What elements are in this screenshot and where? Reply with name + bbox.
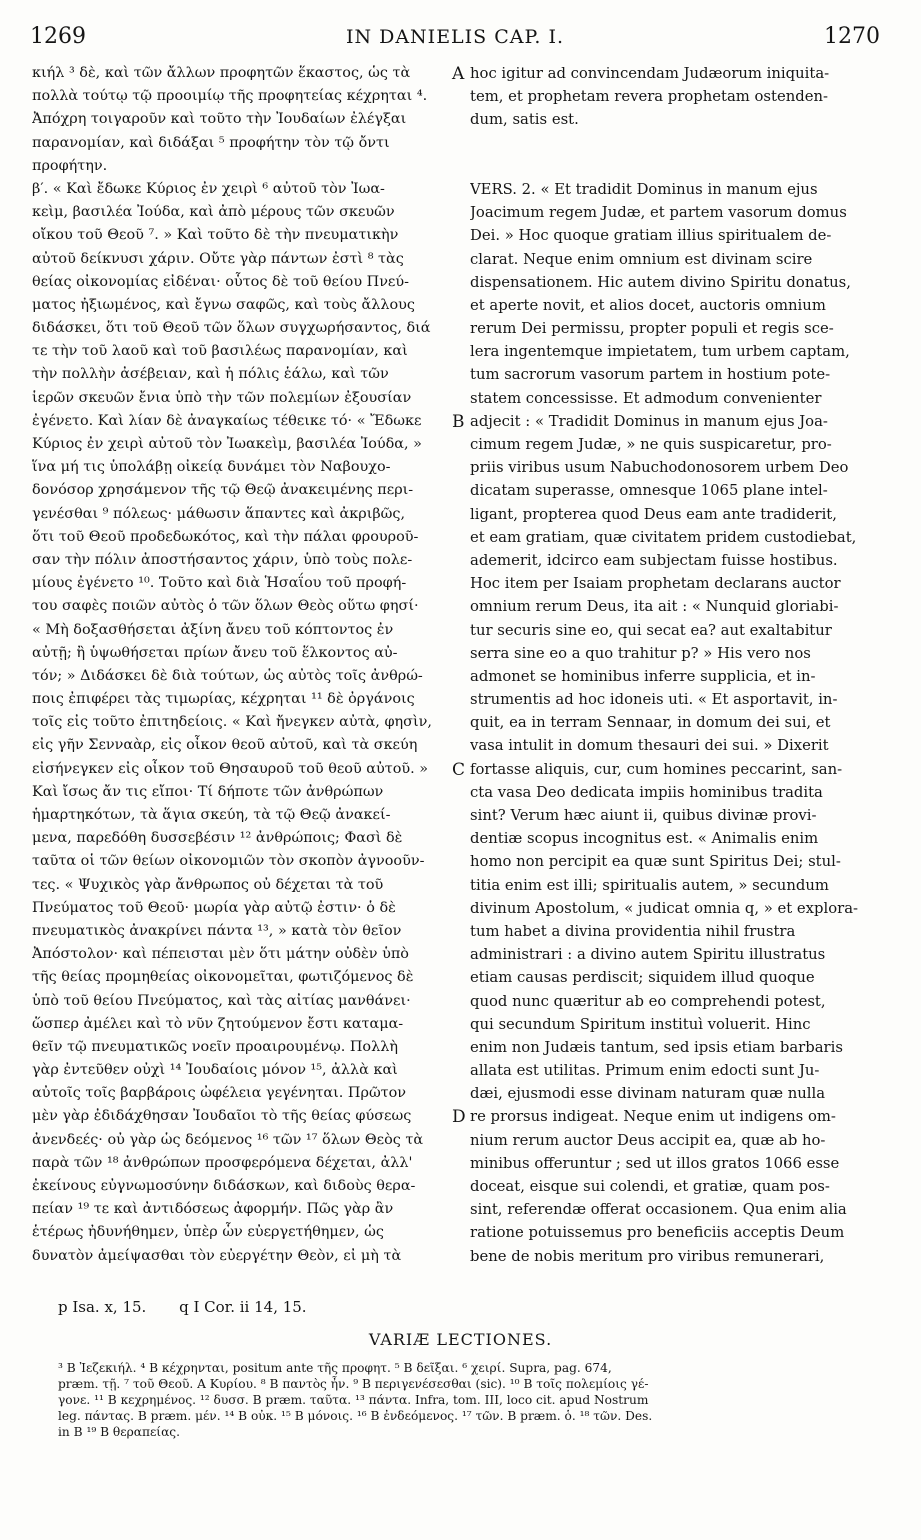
scripture-ref: q I Cor. ii 14, 15. xyxy=(179,1298,307,1316)
latin-text-line: dum, satis est. xyxy=(470,111,579,129)
running-title: IN DANIELIS CAP. I. xyxy=(345,26,565,48)
greek-text-line: πείαν ¹⁹ τε καὶ ἀντιδόσεως ἀφορμήν. Πῶς γὰρ ἂν xyxy=(32,1201,394,1218)
latin-text-line: re prorsus indigeat. Neque enim ut indigens om- xyxy=(470,1108,836,1126)
greek-text-line: τοῖς εἰς τοῦτο ἐπιτηδείοις. « Καὶ ἤνεγκεν αὐτὰ, φησὶν, xyxy=(32,714,432,731)
greek-text-line: ἑτέρως ἠδυνήθημεν, ὑπὲρ ὧν εὐεργετήθημεν, ὡς xyxy=(32,1224,384,1241)
greek-text-line: μενα, παρεδόθη δυσσεβέσιν ¹² ἀνθρώποις; Φασὶ δὲ xyxy=(32,830,403,847)
latin-text-line: ligant, propterea quod Deus eam ante tradiderit, xyxy=(470,505,837,523)
latin-text-line: dicatam superasse, omnesque 1065 plane intel- xyxy=(470,482,828,500)
greek-text-line: ἵνα μή τις ὑπολάβῃ οἰκείᾳ δυνάμει τὸν Ναβουχο- xyxy=(32,459,391,476)
variant-reading-line: leg. πάντας. B præm. μέν. ¹⁴ B οὐκ. ¹⁵ B μόνοις. ¹⁶ B ἐνδεόμενος. ¹⁷ τῶν. B præm. ὁ. ¹⁸ τῶν. Des. xyxy=(58,1409,653,1423)
latin-text-line: nium rerum auctor Deus accipit ea, quæ ab ho- xyxy=(470,1131,826,1149)
greek-text-line: εἰς γῆν Σενναὰρ, εἰς οἶκον θεοῦ αὐτοῦ, καὶ τὰ σκεύη xyxy=(32,737,418,754)
latin-text-line: divinum Apostolum, « judicat omnia q, » et explora- xyxy=(470,899,859,917)
greek-text-line: « Μὴ δοξασθήσεται ἀξίνη ἄνευ τοῦ κόπτοντος ἐν xyxy=(32,621,394,638)
greek-text-line: ταῦτα οἱ τῶν θείων οἰκονομιῶν τὸν σκοπὸν ἀγνοοῦν- xyxy=(32,853,425,870)
page-number-left: 1269 xyxy=(30,24,86,49)
latin-text-line: vasa intulit in domum thesauri dei sui. » Dixerit xyxy=(470,737,829,755)
greek-text-line: τὴν πολλὴν ἀσέβειαν, καὶ ἡ πόλις ἑάλω, καὶ τῶν xyxy=(32,366,389,383)
latin-text-line: sint, referendæ offerat occasionem. Qua enim alia xyxy=(470,1201,847,1219)
latin-text-line: homo non percipit ea quæ sunt Spiritus Dei; stul- xyxy=(470,853,841,871)
variant-reading-line: præm. τῇ. ⁷ τοῦ Θεοῦ. A Κυρίου. ⁸ B παντὸς ἦν. ⁹ B περιγενέσεσθαι (sic). ¹⁰ B τοῖς πολεμίοις γέ- xyxy=(58,1377,649,1391)
latin-text-line: statem concessisse. Et admodum convenienter xyxy=(470,389,822,407)
greek-text-line: τῆς θείας προμηθείας οἰκονομεῖται, φωτιζόμενος δὲ xyxy=(32,969,414,986)
latin-text-line: minibus offeruntur ; sed ut illos gratos 1066 esse xyxy=(470,1154,840,1172)
latin-text-line xyxy=(470,132,882,155)
latin-text-line: rerum Dei permissu, propter populi et regis sce- xyxy=(470,320,834,338)
latin-text-line: VERS. 2. « Et tradidit Dominus in manum ejus xyxy=(470,180,818,198)
greek-text-line: παρὰ τῶν ¹⁸ ἀνθρώπων προσφερόμενα δέχεται, ἀλλ' xyxy=(32,1154,413,1171)
latin-column xyxy=(470,62,882,1268)
greek-text-line: ὅτι τοῦ Θεοῦ προδεδωκότος, καὶ τὴν πάλαι φρουροῦ- xyxy=(32,528,419,545)
greek-text-line: ὥσπερ ἀμέλει καὶ τὸ νῦν ζητούμενον ἔστι καταμα- xyxy=(32,1015,404,1032)
greek-text-line: δονόσορ χρησάμενον τῆς τῷ Θεῷ ἀνακειμένης περι- xyxy=(32,482,414,499)
greek-text-line: ποις ἐπιφέρει τὰς τιμωρίας, κέχρηται ¹¹ δὲ ὀργάνοις xyxy=(32,691,415,708)
margin-marker-c: C xyxy=(452,760,466,780)
greek-text-line: κεὶμ, βασιλέα Ἰούδα, καὶ ἀπὸ μέρους τῶν σκευῶν xyxy=(32,204,395,221)
latin-text-line: titia enim est illi; spiritualis autem, » secundum xyxy=(470,876,829,894)
latin-text-line: ratione potuissemus pro beneficiis acceptis Deum xyxy=(470,1224,845,1242)
latin-text-line: admonet se hominibus inferre supplicia, et in- xyxy=(470,667,816,685)
greek-text-line: ἱερῶν σκευῶν ἔνια ὑπὸ τὴν τῶν πολεμίων ἐξουσίαν xyxy=(32,389,412,406)
greek-text-line: ὑπὸ τοῦ θείου Πνεύματος, καὶ τὰς αἰτίας μανθάνει· xyxy=(32,992,411,1009)
latin-text-line: Joacimum regem Judæ, et partem vasorum domus xyxy=(470,204,847,222)
greek-text-line: πολλὰ τούτῳ τῷ προοιμίῳ τῆς προφητείας κέχρηται ⁴. xyxy=(32,88,428,105)
greek-text-line: του σαφὲς ποιῶν αὐτὸς ὁ τῶν ὅλων Θεὸς οὕτω φησί· xyxy=(32,598,419,615)
scripture-references xyxy=(58,1298,335,1316)
greek-text-line: θείας οἰκονομίας εἰδέναι· οὗτος δὲ τοῦ θείου Πνεύ- xyxy=(32,273,410,290)
greek-text-line: μίους ἐγένετο ¹⁰. Τοῦτο καὶ διὰ Ἡσαΐου τοῦ προφή- xyxy=(32,575,407,592)
margin-marker-a: A xyxy=(452,64,465,84)
greek-text-line: πνευματικὸς ἀνακρίνει πάντα ¹³, » κατὰ τὸν θεῖον xyxy=(32,922,402,939)
latin-text-line: sint? Verum hæc aiunt ii, quibus divinæ provi- xyxy=(470,807,817,824)
latin-text-line: dæi, ejusmodi esse divinam naturam quæ nulla xyxy=(470,1085,826,1103)
greek-text-line: τόν; » Διδάσκει δὲ διὰ τούτων, ὡς αὐτὸς τοῖς ἀνθρώ- xyxy=(32,667,423,684)
greek-text-line: Καὶ ἴσως ἄν τις εἴποι· Τί δήποτε τῶν ἀνθρώπων xyxy=(32,783,384,800)
latin-text-line: dispensationem. Hic autem divino Spiritu donatus, xyxy=(470,273,851,291)
greek-text-line: Πνεύματος τοῦ Θεοῦ· μωρία γὰρ αὐτῷ ἐστιν· ὁ δὲ xyxy=(32,899,396,916)
variae-lectiones xyxy=(58,1360,888,1440)
variant-reading-line: γονε. ¹¹ B κεχρημένος. ¹² δυσσ. B præm. ταῦτα. ¹³ πάντα. Infra, tom. III, loco cit. apud Nostrum xyxy=(58,1393,649,1407)
greek-text-line: παρανομίαν, καὶ διδάξαι ⁵ προφήτην τὸν τῷ ὄντι xyxy=(32,134,390,151)
margin-marker-d: D xyxy=(452,1107,466,1127)
latin-text-line: tem, et prophetam revera prophetam ostenden- xyxy=(470,88,829,106)
latin-text-line: serra sine eo a quo trahitur p? » His vero nos xyxy=(470,644,811,662)
latin-text-line: enim non Judæis tantum, sed ipsis etiam barbaris xyxy=(470,1038,843,1056)
latin-text-line: clarat. Neque enim omnium est divinam scire xyxy=(470,250,813,268)
latin-text-line: bene de nobis meritum pro viribus remunerari, xyxy=(470,1247,825,1265)
latin-text-line: priis viribus usum Nabuchodonosorem urbem Deo xyxy=(470,459,849,477)
latin-text-line: lera ingentemque impietatem, tum urbem captam, xyxy=(470,343,850,361)
latin-text-line: quod nunc quæritur ab eo comprehendi potest, xyxy=(470,992,826,1010)
latin-text-line: hoc igitur ad convincendam Judæorum iniquita- xyxy=(470,65,830,82)
greek-text-line: τες. « Ψυχικὸς γὰρ ἄνθρωπος οὐ δέχεται τὰ τοῦ xyxy=(32,876,384,893)
margin-marker-b: B xyxy=(452,412,465,432)
greek-text-line: Ἀπόστολον· καὶ πέπεισται μὲν ὅτι μάτην οὐδὲν ὑπὸ xyxy=(32,946,409,963)
latin-text-line: allata est utilitas. Primum enim edocti sunt Ju- xyxy=(470,1062,820,1080)
greek-text-line: αὐτῇ; ἢ ὑψωθήσεται πρίων ἄνευ τοῦ ἕλκοντος αὐ- xyxy=(32,644,398,661)
latin-text-line: doceat, eisque sui colendi, et gratiæ, quam pos- xyxy=(470,1178,830,1195)
latin-text-line: tur securis sine eo, qui secat ea? aut exaltabitur xyxy=(470,621,832,639)
greek-text-line: κιήλ ³ δὲ, καὶ τῶν ἄλλων προφητῶν ἕκαστος, ὡς τὰ xyxy=(32,65,411,81)
greek-column xyxy=(32,62,454,1268)
greek-text-line: αὐτοῦ δείκνυσι χάριν. Οὔτε γὰρ πάντων ἐστὶ ⁸ τὰς xyxy=(32,250,404,267)
variae-lectiones-title: VARIÆ LECTIONES. xyxy=(368,1330,553,1349)
scripture-ref: p Isa. x, 15. xyxy=(58,1298,147,1316)
greek-text-line: γὰρ ἐντεῦθεν οὐχὶ ¹⁴ Ἰουδαίοις μόνον ¹⁵, ἀλλὰ καὶ xyxy=(32,1062,398,1079)
latin-text-line: adjecit : « Tradidit Dominus in manum ejus Joa- xyxy=(470,412,828,430)
greek-text-line: δυνατὸν ἀμείψασθαι τὸν εὐεργέτην Θεὸν, εἰ μὴ τὰ xyxy=(32,1247,402,1264)
greek-text-line: διδάσκει, ὅτι τοῦ Θεοῦ τῶν ὅλων συγχωρήσαντος, διά xyxy=(32,320,431,337)
variant-reading-line: in B ¹⁹ B θεραπείας. xyxy=(58,1425,181,1439)
latin-text-line: tum sacrorum vasorum partem in hostium pote- xyxy=(470,366,831,384)
greek-text-line: ματος ἠξιωμένος, καὶ ἔγνω σαφῶς, καὶ τοὺς ἄλλους xyxy=(32,296,415,313)
latin-text-line: administrari : a divino autem Spiritu illustratus xyxy=(470,946,826,964)
latin-text-line: tum habet a divina providentia nihil frustra xyxy=(470,922,796,940)
latin-text-line: qui secundum Spiritum instituì voluerit. Hinc xyxy=(470,1015,811,1033)
greek-text-line: αὐτοῖς τοῖς βαρβάροις ὠφέλεια γεγένηται. Πρῶτον xyxy=(32,1085,407,1102)
greek-text-line: ἐκείνους εὐγνωμοσύνην διδάσκων, καὶ διδοὺς θερα- xyxy=(32,1178,416,1194)
latin-text-line: et aperte novit, et alios docet, auctoris omnium xyxy=(470,296,826,314)
greek-text-line: εἰσήνεγκεν εἰς οἶκον τοῦ Θησαυροῦ τοῦ θεοῦ αὐτοῦ. » xyxy=(32,760,429,777)
greek-text-line: Κύριος ἐν χειρὶ αὐτοῦ τὸν Ἰωακεὶμ, βασιλέα Ἰούδα, » xyxy=(32,436,422,452)
greek-text-line: ἡμαρτηκότων, τὰ ἅγια σκεύη, τὰ τῷ Θεῷ ἀνακεί- xyxy=(32,807,391,823)
latin-text-line: dentiæ scopus incognitus est. « Animalis enim xyxy=(470,830,819,848)
greek-text-line: τε τὴν τοῦ λαοῦ καὶ τοῦ βασιλέως παρανομίαν, καὶ xyxy=(32,343,408,360)
latin-text-line: et eam gratiam, quæ civitatem pridem custodiebat, xyxy=(470,528,857,546)
variant-reading-line: ³ B Ἰεζεκιήλ. ⁴ B κέχρηνται, positum ante τῆς προφητ. ⁵ B δεῖξαι. ⁶ χειρί. Supra, pag. 674, xyxy=(58,1361,612,1375)
greek-text-line: σαν τὴν πόλιν ἀποστήσαντος χάριν, ὑπὸ τοὺς πολε- xyxy=(32,551,413,568)
greek-text-line: γενέσθαι ⁹ πόλεως· μάθωσιν ἅπαντες καὶ ἀκριβῶς, xyxy=(32,505,406,522)
greek-text-line: β′. « Καὶ ἔδωκε Κύριος ἐν χειρὶ ⁶ αὐτοῦ τὸν Ἰωα- xyxy=(32,180,385,197)
latin-text-line: strumentis ad hoc idoneis uti. « Et asportavit, in- xyxy=(470,691,838,709)
latin-text-line: Dei. » Hoc quoque gratiam illius spiritualem de- xyxy=(470,227,832,245)
greek-text-line: ἀνενδεές· οὐ γὰρ ὡς δεόμενος ¹⁶ τῶν ¹⁷ ὅλων Θεὸς τὰ xyxy=(32,1131,424,1148)
page-number-right: 1270 xyxy=(824,24,880,49)
latin-text-line: ademerit, idcirco eam subjectam fuisse hostibus. xyxy=(470,551,838,569)
greek-text-line: προφήτην. xyxy=(32,157,108,174)
greek-text-line: θεῖν τῷ πνευματικῶς νοεῖν προαιρουμένῳ. Πολλὴ xyxy=(32,1038,398,1055)
latin-text-line: etiam causas perdiscit; siquidem illud quoque xyxy=(470,969,815,987)
greek-text-line: ἐγένετο. Καὶ λίαν δὲ ἀναγκαίως τέθεικε τό· « Ἔδωκε xyxy=(32,412,422,429)
page-header xyxy=(30,24,880,54)
latin-text-line: fortasse aliquis, cur, cum homines peccarint, san- xyxy=(470,760,843,778)
latin-text-line xyxy=(470,155,882,178)
greek-text-line: μὲν γὰρ ἐδιδάχθησαν Ἰουδαῖοι τὸ τῆς θείας φύσεως xyxy=(32,1108,412,1125)
greek-text-line: Ἀπόχρη τοιγαροῦν καὶ τοῦτο τὴν Ἰουδαίων ἐλέγξαι xyxy=(32,111,407,128)
latin-text-line: omnium rerum Deus, ita ait : « Nunquid gloriabi- xyxy=(470,598,839,616)
latin-text-line: quit, ea in terram Sennaar, in domum dei sui, et xyxy=(470,714,831,732)
latin-text-line: cta vasa Deo dedicata impiis hominibus tradita xyxy=(470,783,823,801)
latin-text-line: cimum regem Judæ, » ne quis suspicaretur, pro- xyxy=(470,436,832,453)
latin-text-line: Hoc item per Isaiam prophetam declarans auctor xyxy=(470,575,841,593)
greek-text-line: οἴκου τοῦ Θεοῦ ⁷. » Καὶ τοῦτο δὲ τὴν πνευματικὴν xyxy=(32,227,399,244)
